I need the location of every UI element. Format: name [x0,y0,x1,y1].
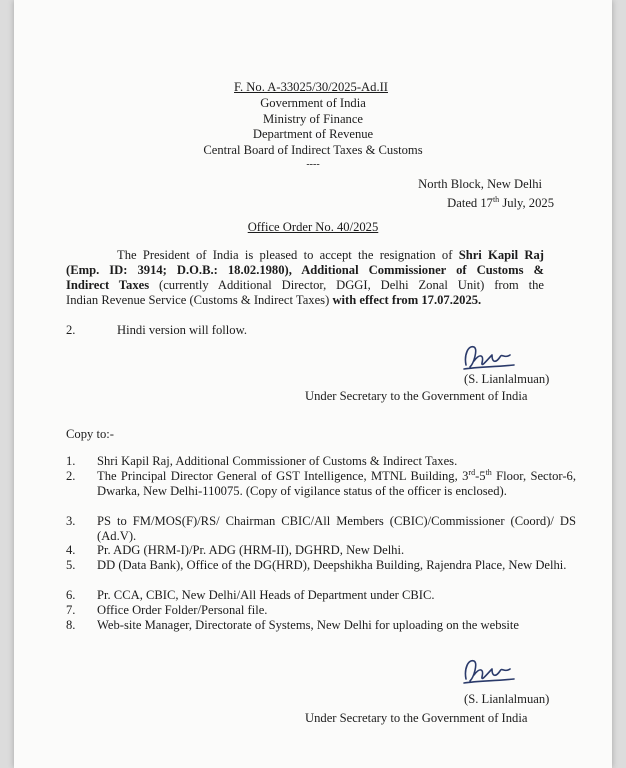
list-item-number: 4. [66,543,76,557]
para2-text: Hindi version will follow. [117,323,248,337]
list-item-text: Pr. ADG (HRM-I)/Pr. ADG (HRM-II), DGHRD, New Delhi. [97,543,405,557]
para1-line2: (Emp. ID: 3914; D.O.B.: 18.02.1980), Additional Commissioner of Customs & [66,263,544,277]
signatory-designation-2: Under Secretary to the Government of India [305,711,528,725]
signature-mark [458,655,518,689]
header-ministry: Ministry of Finance [262,112,364,126]
list-item-text: The Principal Director General of GST Intelligence, MTNL Building, 3rd-5th Floor, Sector-6, Dwarka, New Delhi-110075. (Copy of vigilance status of the officer is enclosed). [97,467,577,498]
copy-heading: Copy to:- [66,427,114,441]
date-line: Dated 17th July, 2025 [447,195,554,211]
header-department: Department of Revenue [252,127,374,141]
para1-line4: Indian Revenue Service (Customs & Indirect Taxes) with effect from 17.07.2025. [66,293,482,307]
para2-number: 2. [66,323,76,337]
list-item-text: Web-site Manager, Directorate of Systems, New Delhi for uploading on the website [97,618,520,632]
signatory-designation: Under Secretary to the Government of India [305,389,528,403]
list-item-text: Shri Kapil Raj, Additional Commissioner of Customs & Indirect Taxes. [97,454,458,468]
document-page [14,0,612,768]
signatory-name: (S. Lianlalmuan) [464,372,550,386]
header-govt: Government of India [260,96,366,110]
list-item-text: Office Order Folder/Personal file. [97,603,268,617]
file-number: F. No. A-33025/30/2025-Ad.II [234,80,388,94]
list-item-number: 8. [66,618,76,632]
place: North Block, New Delhi [418,177,542,191]
signatory-name-2: (S. Lianlalmuan) [464,692,550,706]
list-item-number: 7. [66,603,76,617]
header-divider: ---- [306,159,320,170]
order-title: Office Order No. 40/2025 [247,220,379,234]
para1-line1: The President of India is pleased to accept the resignation of Shri Kapil Raj [117,248,544,262]
list-item-text: DD (Data Bank), Office of the DG(HRD), Deepshikha Building, Rajendra Place, New Delhi. [97,558,567,572]
list-item-number: 5. [66,558,76,572]
signature-mark [458,341,518,375]
list-item-text: PS to FM/MOS(F)/RS/ Chairman CBIC/All Members (CBIC)/Commissioner (Coord)/ DS (Ad.V). [97,514,576,543]
list-item-text: Pr. CCA, CBIC, New Delhi/All Heads of Department under CBIC. [97,588,435,602]
para1-line3: Indirect Taxes (currently Additional Director, DGGI, Delhi Zonal Unit) from the [66,278,544,292]
list-item-number: 6. [66,588,76,602]
list-item-number: 3. [66,514,76,528]
list-item-number: 2. [66,469,76,483]
list-item-number: 1. [66,454,76,468]
header-board: Central Board of Indirect Taxes & Customs [203,143,423,157]
